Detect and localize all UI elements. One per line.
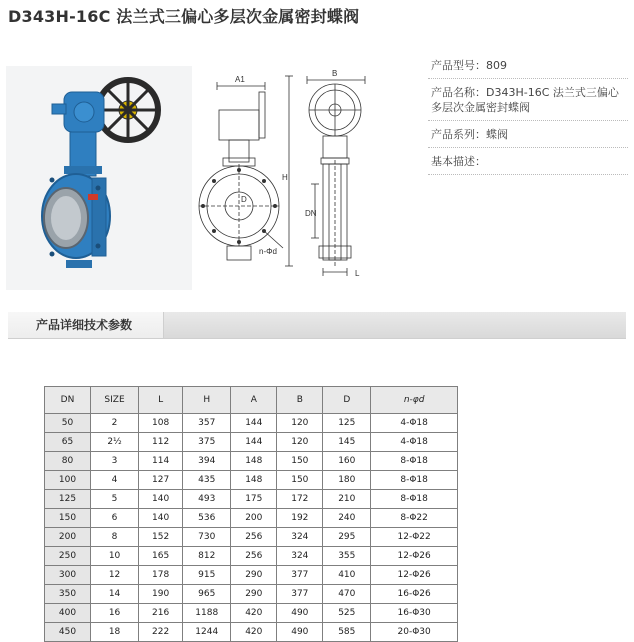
table-cell: 210 — [323, 490, 371, 509]
table-cell: 377 — [277, 585, 323, 604]
model-label: 产品型号： — [431, 59, 486, 72]
table-cell: 12-Φ26 — [371, 547, 458, 566]
info-series — [428, 121, 628, 148]
table-cell: 8-Φ18 — [371, 490, 458, 509]
table-row — [45, 490, 458, 509]
table-cell: 450 — [45, 623, 91, 642]
table-cell: 812 — [183, 547, 231, 566]
table-cell: 8-Φ18 — [371, 471, 458, 490]
table-cell: 16-Φ30 — [371, 604, 458, 623]
table-row — [45, 528, 458, 547]
table-cell: 18 — [91, 623, 139, 642]
label-b: B — [332, 69, 338, 78]
col-a: A — [231, 387, 277, 414]
table-cell: 240 — [323, 509, 371, 528]
table-cell: 190 — [139, 585, 183, 604]
table-row — [45, 452, 458, 471]
table-cell: 290 — [231, 566, 277, 585]
table-cell: 144 — [231, 433, 277, 452]
table-cell: 145 — [323, 433, 371, 452]
table-cell: 125 — [45, 490, 91, 509]
table-cell: 16-Φ26 — [371, 585, 458, 604]
table-cell: 216 — [139, 604, 183, 623]
table-cell: 125 — [323, 414, 371, 433]
table-cell: 10 — [91, 547, 139, 566]
table-cell: 65 — [45, 433, 91, 452]
table-cell: 377 — [277, 566, 323, 585]
table-cell: 375 — [183, 433, 231, 452]
table-cell: 8 — [91, 528, 139, 547]
table-cell: 150 — [277, 471, 323, 490]
table-cell: 357 — [183, 414, 231, 433]
label-h: H — [282, 173, 288, 182]
desc-label: 基本描述： — [431, 155, 486, 168]
table-cell: 114 — [139, 452, 183, 471]
table-cell: 140 — [139, 509, 183, 528]
table-cell: 420 — [231, 623, 277, 642]
table-row — [45, 604, 458, 623]
technical-drawing — [197, 66, 423, 290]
col-l: L — [139, 387, 183, 414]
model-value: 809 — [486, 59, 507, 72]
table-cell: 250 — [45, 547, 91, 566]
table-cell: 100 — [45, 471, 91, 490]
table-cell: 5 — [91, 490, 139, 509]
table-cell: 8-Φ22 — [371, 509, 458, 528]
table-cell: 140 — [139, 490, 183, 509]
table-cell: 4-Φ18 — [371, 433, 458, 452]
col-d: D — [323, 387, 371, 414]
table-cell: 420 — [231, 604, 277, 623]
label-dn: DN — [305, 209, 317, 218]
table-cell: 256 — [231, 547, 277, 566]
table-header-row — [45, 387, 458, 414]
table-cell: 256 — [231, 528, 277, 547]
table-cell: 178 — [139, 566, 183, 585]
table-cell: 1188 — [183, 604, 231, 623]
table-cell: 6 — [91, 509, 139, 528]
table-cell: 112 — [139, 433, 183, 452]
table-cell: 175 — [231, 490, 277, 509]
table-cell: 120 — [277, 433, 323, 452]
table-cell: 394 — [183, 452, 231, 471]
table-cell: 324 — [277, 528, 323, 547]
table-cell: 536 — [183, 509, 231, 528]
label-nphid: n-Φd — [259, 247, 277, 256]
table-row — [45, 566, 458, 585]
table-row — [45, 547, 458, 566]
table-cell: 2½ — [91, 433, 139, 452]
table-cell: 490 — [277, 623, 323, 642]
table-cell: 730 — [183, 528, 231, 547]
table-cell: 20-Φ30 — [371, 623, 458, 642]
table-cell: 12 — [91, 566, 139, 585]
series-value: 蝶阀 — [486, 128, 508, 141]
table-cell: 80 — [45, 452, 91, 471]
col-h: H — [183, 387, 231, 414]
table-cell: 400 — [45, 604, 91, 623]
table-cell: 160 — [323, 452, 371, 471]
table-row — [45, 433, 458, 452]
table-cell: 965 — [183, 585, 231, 604]
label-d: D — [241, 195, 247, 204]
page-title: D343H-16C 法兰式三偏心多层次金属密封蝶阀 — [8, 7, 360, 26]
table-cell: 14 — [91, 585, 139, 604]
product-photo — [6, 66, 192, 290]
table-cell: 192 — [277, 509, 323, 528]
table-cell: 16 — [91, 604, 139, 623]
info-model — [428, 52, 628, 79]
col-dn: DN — [45, 387, 91, 414]
table-cell: 915 — [183, 566, 231, 585]
table-cell: 180 — [323, 471, 371, 490]
table-cell: 120 — [277, 414, 323, 433]
table-cell: 410 — [323, 566, 371, 585]
col-b: B — [277, 387, 323, 414]
table-cell: 4 — [91, 471, 139, 490]
params-table — [44, 386, 458, 642]
table-cell: 172 — [277, 490, 323, 509]
table-cell: 152 — [139, 528, 183, 547]
table-cell: 324 — [277, 547, 323, 566]
table-cell: 127 — [139, 471, 183, 490]
table-cell: 355 — [323, 547, 371, 566]
table-cell: 50 — [45, 414, 91, 433]
table-row — [45, 471, 458, 490]
table-cell: 144 — [231, 414, 277, 433]
table-cell: 12-Φ22 — [371, 528, 458, 547]
section-bar — [8, 312, 626, 339]
table-cell: 350 — [45, 585, 91, 604]
table-cell: 470 — [323, 585, 371, 604]
butterfly-valve-image — [6, 66, 192, 290]
table-cell: 493 — [183, 490, 231, 509]
table-cell: 585 — [323, 623, 371, 642]
table-cell: 1244 — [183, 623, 231, 642]
table-cell: 490 — [277, 604, 323, 623]
table-cell: 165 — [139, 547, 183, 566]
table-cell: 148 — [231, 452, 277, 471]
info-name — [428, 79, 628, 121]
table-row — [45, 585, 458, 604]
table-cell: 525 — [323, 604, 371, 623]
name-value: D343H-16C 法兰式三偏心多层次金属密封蝶阀 — [431, 86, 619, 114]
table-cell: 295 — [323, 528, 371, 547]
table-cell: 290 — [231, 585, 277, 604]
label-l: L — [355, 269, 360, 278]
tab-tech-params[interactable]: 产品详细技术参数 — [8, 312, 164, 338]
label-a1: A1 — [235, 75, 245, 84]
table-cell: 2 — [91, 414, 139, 433]
table-cell: 148 — [231, 471, 277, 490]
table-row — [45, 414, 458, 433]
table-row — [45, 509, 458, 528]
table-cell: 150 — [277, 452, 323, 471]
series-label: 产品系列： — [431, 128, 486, 141]
table-cell: 300 — [45, 566, 91, 585]
table-cell: 8-Φ18 — [371, 452, 458, 471]
table-cell: 3 — [91, 452, 139, 471]
table-cell: 12-Φ26 — [371, 566, 458, 585]
product-info — [428, 52, 628, 175]
info-description — [428, 148, 628, 175]
table-cell: 108 — [139, 414, 183, 433]
name-label: 产品名称： — [431, 86, 486, 99]
table-cell: 150 — [45, 509, 91, 528]
col-nphid: n-φd — [371, 387, 458, 414]
table-cell: 435 — [183, 471, 231, 490]
table-cell: 4-Φ18 — [371, 414, 458, 433]
table-cell: 222 — [139, 623, 183, 642]
table-cell: 200 — [231, 509, 277, 528]
col-size: SIZE — [91, 387, 139, 414]
table-cell: 200 — [45, 528, 91, 547]
